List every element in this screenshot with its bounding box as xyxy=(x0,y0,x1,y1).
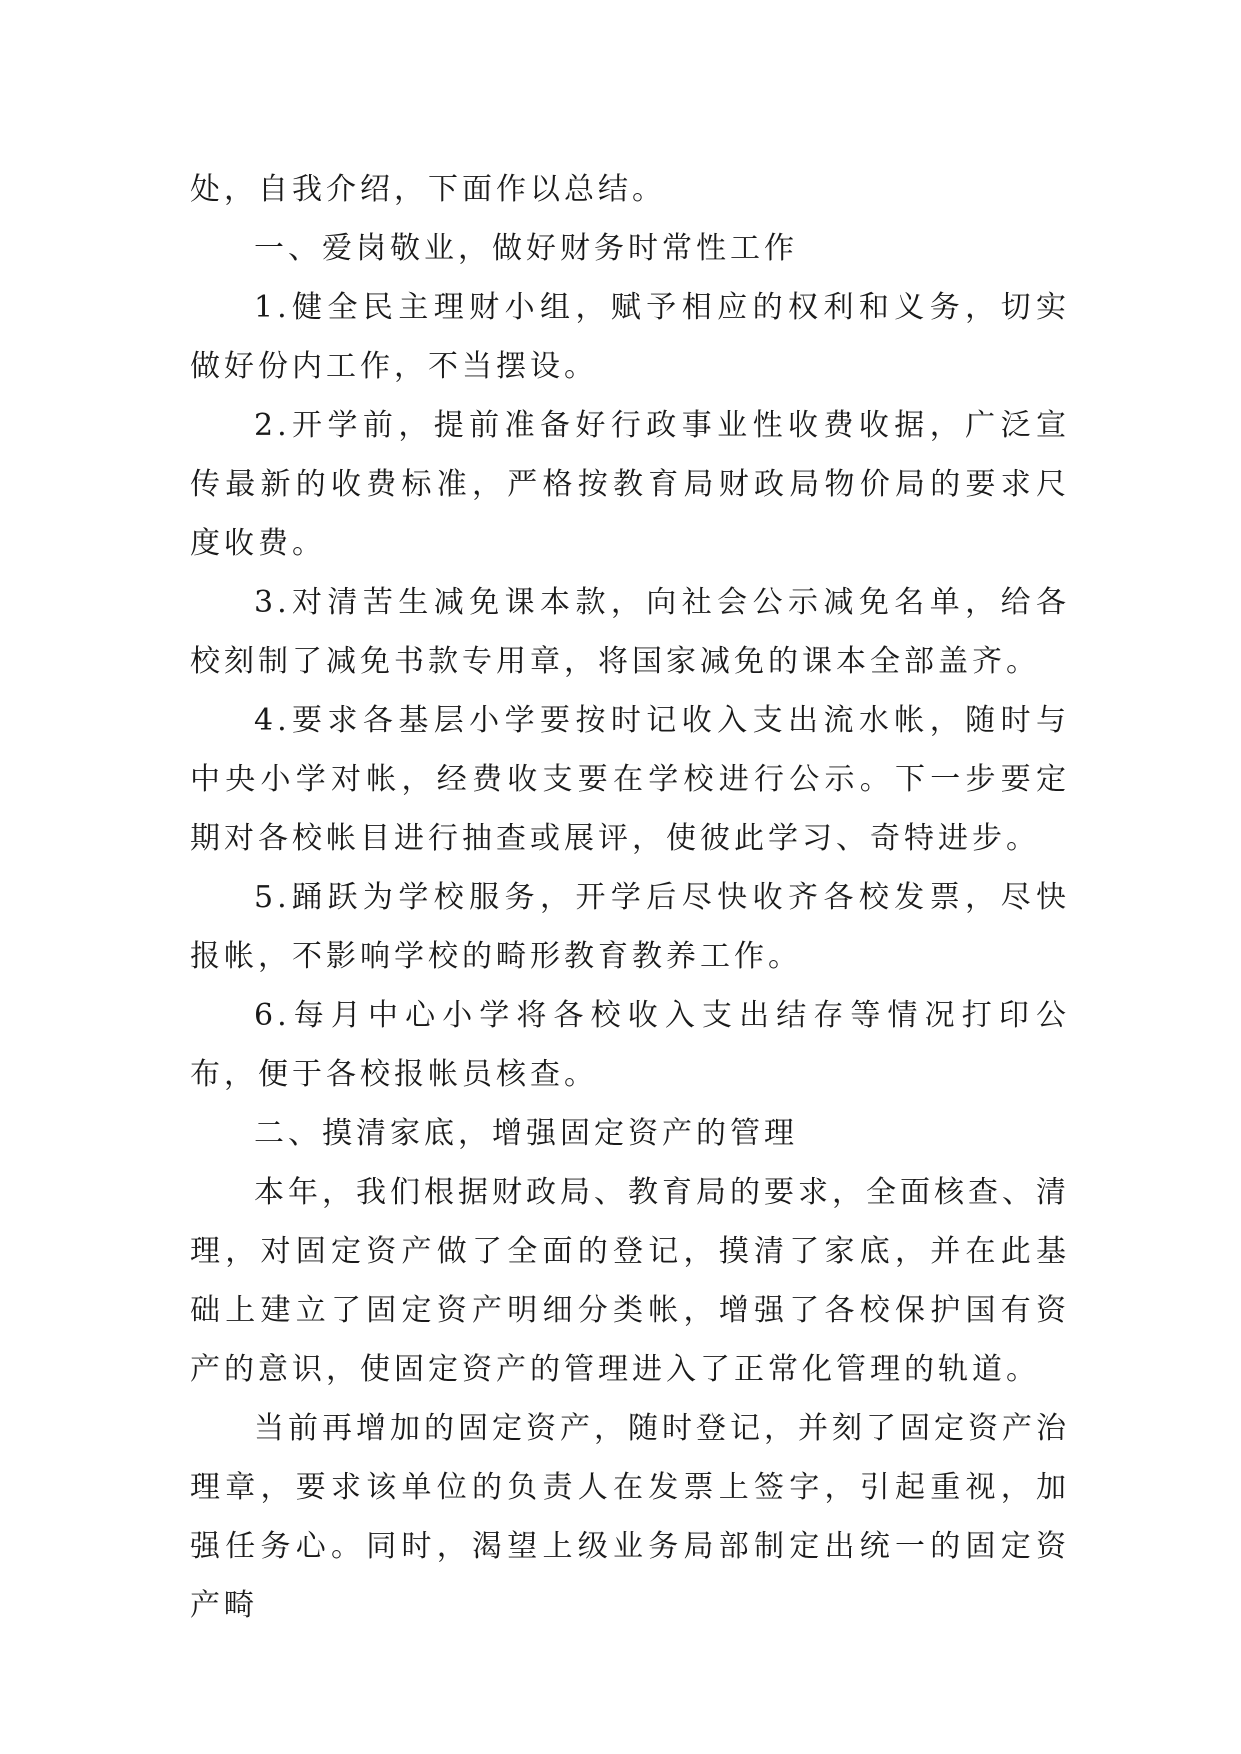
section-heading-1: 一、爱岗敬业，做好财务时常性工作 xyxy=(254,231,798,266)
document-body xyxy=(190,160,1070,1635)
paragraph-item-5: 5.踊跃为学校服务，开学后尽快收齐各校发票，尽快报帐，不影响学校的畸形教育教养工作。 xyxy=(190,880,1070,974)
paragraph-body-2: 当前再增加的固定资产，随时登记，并刻了固定资产治理章，要求该单位的负责人在发票上签字，引起重视，加强任务心。同时，渴望上级业务局部制定出统一的固定资产畸 xyxy=(190,1411,1070,1623)
paragraph-item-2: 2.开学前，提前准备好行政事业性收费收据，广泛宣传最新的收费标准，严格按教育局财政局物价局的要求尺度收费。 xyxy=(190,408,1070,561)
paragraph-item-6: 6.每月中心小学将各校收入支出结存等情况打印公布，便于各校报帐员核查。 xyxy=(190,998,1070,1092)
paragraph-item-4: 4.要求各基层小学要按时记收入支出流水帐，随时与中央小学对帐，经费收支要在学校进行公示。下一步要定期对各校帐目进行抽查或展评，使彼此学习、奇特进步。 xyxy=(190,703,1070,856)
paragraph-item-3: 3.对清苦生减免课本款，向社会公示减免名单，给各校刻制了减免书款专用章，将国家减免的课本全部盖齐。 xyxy=(190,585,1070,679)
paragraph-continuation: 处，自我介绍，下面作以总结。 xyxy=(190,172,666,207)
paragraph-body-1: 本年，我们根据财政局、教育局的要求，全面核查、清理，对固定资产做了全面的登记，摸清了家底，并在此基础上建立了固定资产明细分类帐，增强了各校保护国有资产的意识，使固定资产的管理进入了正常化管理的轨道。 xyxy=(190,1175,1070,1387)
section-heading-2: 二、摸清家底，增强固定资产的管理 xyxy=(254,1116,798,1151)
paragraph-item-1: 1.健全民主理财小组，赋予相应的权利和义务，切实做好份内工作，不当摆设。 xyxy=(190,290,1070,384)
